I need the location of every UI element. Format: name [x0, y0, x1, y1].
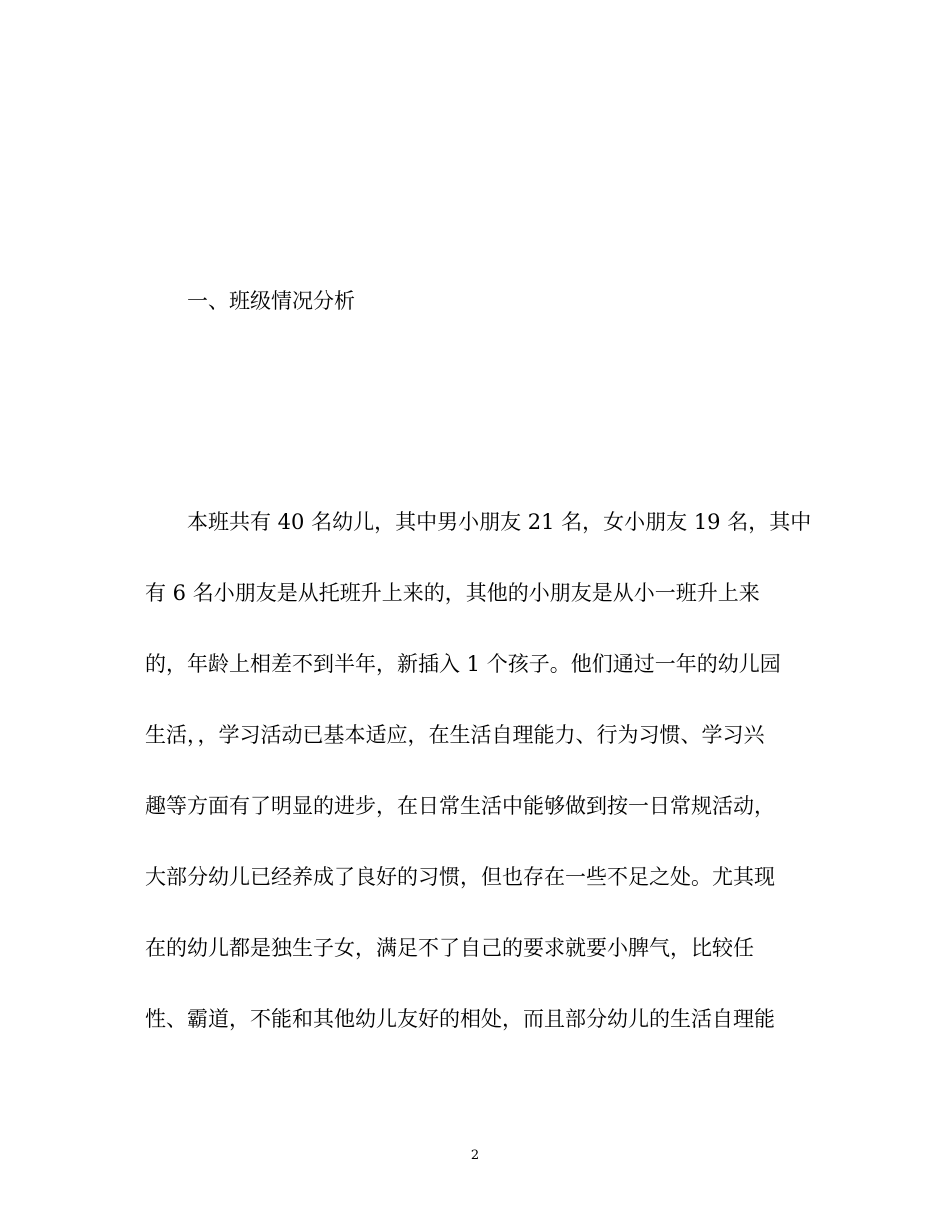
paragraph-line: 趣等方面有了明显的进步，在日常生活中能够做到按一日常规活动，	[145, 794, 775, 818]
paragraph-line: 性、霸道，不能和其他幼儿友好的相处，而且部分幼儿的生活自理能	[145, 1007, 775, 1031]
paragraph-line: 的，年龄上相差不到半年，新插入 1 个孩子。他们通过一年的幼儿园	[145, 652, 781, 676]
paragraph-line: 本班共有 40 名幼儿，其中男小朋友 21 名，女小朋友 19 名，其中	[187, 510, 812, 534]
section-heading: 一、班级情况分析	[187, 289, 355, 313]
paragraph-line: 大部分幼儿已经养成了良好的习惯，但也存在一些不足之处。尤其现	[145, 865, 775, 889]
paragraph-line: 生活，，学习活动已基本适应，在生活自理能力、行为习惯、学习兴	[145, 723, 765, 747]
paragraph-line: 在的幼儿都是独生子女，满足不了自己的要求就要小脾气，比较任	[145, 936, 754, 960]
page-number: 2	[470, 1148, 480, 1163]
paragraph-line: 有 6 名小朋友是从托班升上来的，其他的小朋友是从小一班升上来	[145, 581, 760, 605]
